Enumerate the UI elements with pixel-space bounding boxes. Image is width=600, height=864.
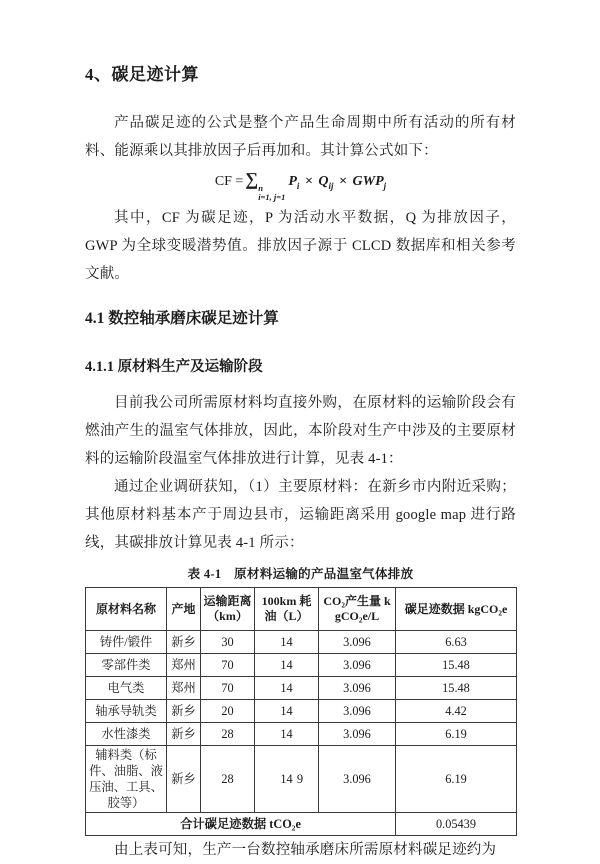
multiply-sign: × — [304, 174, 313, 189]
cell-footprint: 6.19 — [396, 723, 517, 746]
formula-lhs: CF = — [214, 174, 244, 189]
sigma-limits — [258, 184, 285, 202]
header-fuel-per-100km: 100km 耗油（L） — [255, 588, 319, 631]
cell-footprint: 6.19 — [396, 746, 517, 813]
cell-fuel: 14 — [255, 677, 319, 700]
header-origin: 产地 — [167, 588, 201, 631]
cell-fuel: 14 — [255, 631, 319, 654]
paragraph-transport-intro: 目前我公司所需原材料均直接外购，在原材料的运输阶段会有燃油产生的温室气体排放，因此，本阶段对生产中涉及的主要原材料的运输阶段温室气体排放进行计算，见表 4-1： — [85, 395, 516, 467]
formula-gwp-base: GWP — [352, 174, 384, 189]
cell-material: 零部件类 — [86, 654, 167, 677]
cell-origin: 新乡 — [167, 700, 201, 723]
table-row — [86, 677, 517, 700]
table-row — [86, 654, 517, 677]
formula-q-base: Q — [318, 174, 329, 189]
cell-footprint: 15.48 — [396, 677, 517, 700]
header-material-name: 原材料名称 — [86, 588, 167, 631]
cell-material: 水性漆类 — [86, 723, 167, 746]
cell-footprint: 4.42 — [396, 700, 517, 723]
table-row — [86, 631, 517, 654]
table-row — [86, 700, 517, 723]
cell-co2: 3.096 — [319, 677, 396, 700]
sigma-lower-limit: i=1, j=1 — [258, 192, 286, 202]
formula-gwp-subscript: j — [383, 180, 387, 191]
cell-origin: 新乡 — [167, 746, 201, 813]
table-header-row — [86, 588, 517, 631]
formula-cf — [85, 166, 516, 202]
formula-p-base: P — [288, 174, 297, 189]
table-caption: 表 4-1 原材料运输的产品温室气体排放 — [187, 567, 414, 581]
cell-footprint: 6.63 — [396, 631, 517, 654]
cell-co2: 3.096 — [319, 654, 396, 677]
cell-material: 轴承导轨类 — [86, 700, 167, 723]
cell-distance: 70 — [201, 677, 255, 700]
header-distance: 运输距离（km） — [201, 588, 255, 631]
cell-distance: 20 — [201, 700, 255, 723]
cell-fuel: 14 — [255, 700, 319, 723]
section-heading: 4.1 数控轴承磨床碳足迹计算 — [85, 310, 279, 327]
formula-term-gwp — [353, 174, 387, 189]
paragraph-intro: 产品碳足迹的公式是整个产品生命周期中所有活动的所有材料、能源乘以其排放因子后再加和。其计算公式如下： — [85, 115, 516, 159]
cell-fuel: 14 — [255, 654, 319, 677]
cell-fuel: 14 — [255, 723, 319, 746]
paragraph-conclusion: 由上表可知，生产一台数控轴承磨床所需原材料碳足迹约为 — [114, 842, 497, 858]
paragraph-formula-explain: 其中，CF 为碳足迹，P 为活动水平数据，Q 为排放因子，GWP 为全球变暖潜势值。排放因子源于 CLCD 数据库和相关参考文献。 — [85, 210, 516, 282]
formula-q-subscript: ij — [328, 180, 334, 191]
cell-distance: 70 — [201, 654, 255, 677]
formula-term-p — [288, 174, 299, 189]
chapter-heading: 4、碳足迹计算 — [85, 65, 199, 84]
cell-fuel: 14 — [255, 746, 319, 813]
header-carbon-footprint: 碳足迹数据 kgCO₂e — [396, 588, 517, 631]
cell-material: 辅料类（标件、油脂、液压油、工具、胶等） — [86, 746, 167, 813]
table-row — [86, 723, 517, 746]
cell-origin: 新乡 — [167, 723, 201, 746]
sigma-upper-limit: n — [258, 183, 263, 193]
total-label: 合计碳足迹数据 tCO₂e — [86, 813, 396, 836]
cell-distance: 30 — [201, 631, 255, 654]
total-value: 0.05439 — [396, 813, 517, 836]
cell-co2: 3.096 — [319, 631, 396, 654]
cell-origin: 新乡 — [167, 631, 201, 654]
cell-origin: 郑州 — [167, 654, 201, 677]
cell-material: 铸件/锻件 — [86, 631, 167, 654]
cell-footprint: 15.48 — [396, 654, 517, 677]
cell-co2: 3.096 — [319, 723, 396, 746]
materials-transport-table — [85, 587, 517, 836]
subsection-heading: 4.1.1 原材料生产及运输阶段 — [85, 359, 263, 375]
paragraph-survey: 通过企业调研获知，（1）主要原材料：在新乡市内附近采购；其他原材料基本产于周边县市，运输距离采用 google map 进行路线，其碳排放计算见表 4-1 所示： — [85, 479, 516, 551]
cell-co2: 3.096 — [319, 700, 396, 723]
cell-co2: 3.096 — [319, 746, 396, 813]
cell-distance: 28 — [201, 746, 255, 813]
table-total-row — [86, 813, 517, 836]
sigma-symbol: ∑ — [245, 169, 259, 189]
formula-p-subscript: i — [296, 180, 300, 191]
cell-material: 电气类 — [86, 677, 167, 700]
formula-term-q — [318, 174, 333, 189]
page-number: 9 — [296, 772, 304, 786]
page-content — [85, 60, 516, 864]
cell-origin: 郑州 — [167, 677, 201, 700]
cell-distance: 28 — [201, 723, 255, 746]
header-co2-output: CO₂产生量 kgCO₂e/L — [319, 588, 396, 631]
multiply-sign: × — [339, 174, 348, 189]
